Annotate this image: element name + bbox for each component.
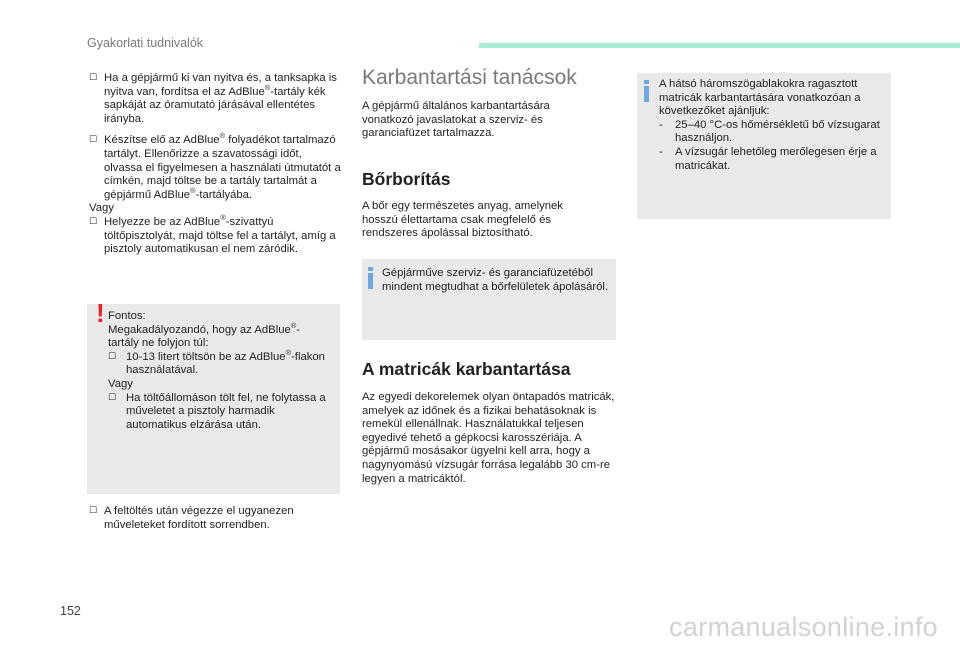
info-box-decals [637, 73, 891, 219]
vagy-label: Vagy [108, 377, 133, 390]
list-item [659, 146, 885, 173]
header-accent-bar [479, 43, 960, 48]
decal-paragraph: Az egyedi dekorelemek olyan öntapadós matricák, amelyek az időnek és a fizikai behatásoknak is remekül ellenállnak. Használatukkal teljesen egyedivé tehető a gépkocsi karosszériája. A gépjármű mosásakor ügyelni kell arra, hogy a nagynyomású vízsugár forrása legalább 30 cm-re legyen a matricáktól. [362, 391, 615, 485]
dash-bullet: - [659, 145, 663, 158]
list-item [89, 213, 341, 257]
checkbox-bullet-icon: ☐ [108, 351, 117, 362]
page-number: 152 [60, 604, 81, 618]
leather-heading: Bőrborítás [362, 169, 451, 189]
dash-bullet: - [659, 118, 663, 131]
warning-heading: Fontos: [108, 310, 146, 322]
page-header-title: Gyakorlati tudnivalók [87, 36, 204, 50]
checkbox-bullet-icon: ☐ [89, 216, 98, 227]
column-left [89, 72, 341, 265]
list-item [108, 348, 330, 378]
section-title: Karbantartási tanácsok [362, 66, 577, 89]
checkbox-bullet-icon: ☐ [108, 392, 117, 403]
column-left-bottom [89, 505, 341, 540]
watermark-text: carmanualsonline.info [669, 612, 938, 642]
info-box-leather [362, 259, 616, 340]
leather-paragraph: A bőr egy természetes anyag, amelynek hosszú élettartama csak megfelelő és rendszeres ápolással biztosítható. [362, 200, 563, 240]
list-item [89, 131, 341, 202]
bullet-text: 10-13 litert töltsön be az AdBlue®-flakon használatával. [126, 348, 325, 377]
warning-box [87, 298, 340, 494]
checkbox-bullet-icon: ☐ [89, 506, 98, 516]
bullet-text: 25–40 °C-os hőmérsékletű bő vízsugarat használjon. [675, 118, 880, 145]
vagy-label: Vagy [89, 202, 114, 215]
warning-text: Megakadályozandó, hogy az AdBlue®-tartály ne folyjon túl: [108, 320, 301, 350]
list-item [89, 72, 341, 126]
list-item [108, 392, 330, 433]
bullet-text: A vízsugár lehetőleg merőlegesen érje a matricákat. [675, 145, 877, 172]
list-item [659, 119, 885, 146]
list-item [89, 505, 341, 532]
bullet-text: Készítse elő az AdBlue® folyadékot tartalmazó tartályt. Ellenőrizze a szavatossági időt, olvassa el figyelmesen a használati útmutatót a címkén, majd töltse be a tartály tartalmát a gépjármű AdBlue®-tartályába. [104, 131, 341, 201]
decal-heading: A matricák karbantartása [362, 359, 571, 379]
intro-paragraph: A gépjármű általános karbantartására vonatkozó javaslatokat a szerviz- és garanciafüzet tartalmazza. [362, 100, 550, 140]
bullet-text: A feltöltés után végezze el ugyanezen műveleteket fordított sorrendben. [104, 505, 294, 531]
exclamation-icon: ! [96, 298, 105, 328]
checkbox-bullet-icon: ☐ [89, 73, 98, 83]
bullet-text: Helyezze be az AdBlue®-szivattyú töltőpisztolyát, majd töltse fel a tartályt, amíg a pisztoly automatikusan el nem záródik. [104, 213, 336, 256]
info-text: Gépjárműve szerviz- és garanciafüzetéből mindent megtudhat a bőrfelületek ápolásáról. [382, 267, 609, 293]
checkbox-bullet-icon: ☐ [89, 135, 98, 146]
bullet-text: Ha töltőállomáson tölt fel, ne folytassa a műveletet a pisztoly harmadik automatikus elzárása után. [126, 391, 326, 431]
info-text: A hátsó háromszögablakokra ragasztott matricák karbantartására vonatkozóan a következőket ajánljuk: [659, 78, 861, 118]
bullet-text: Ha a gépjármű ki van nyitva és, a tanksapka is nyitva van, fordítsa el az AdBlue®-tartály kék sapkáját az óramutató járásával ellentétes irányba. [104, 72, 337, 125]
